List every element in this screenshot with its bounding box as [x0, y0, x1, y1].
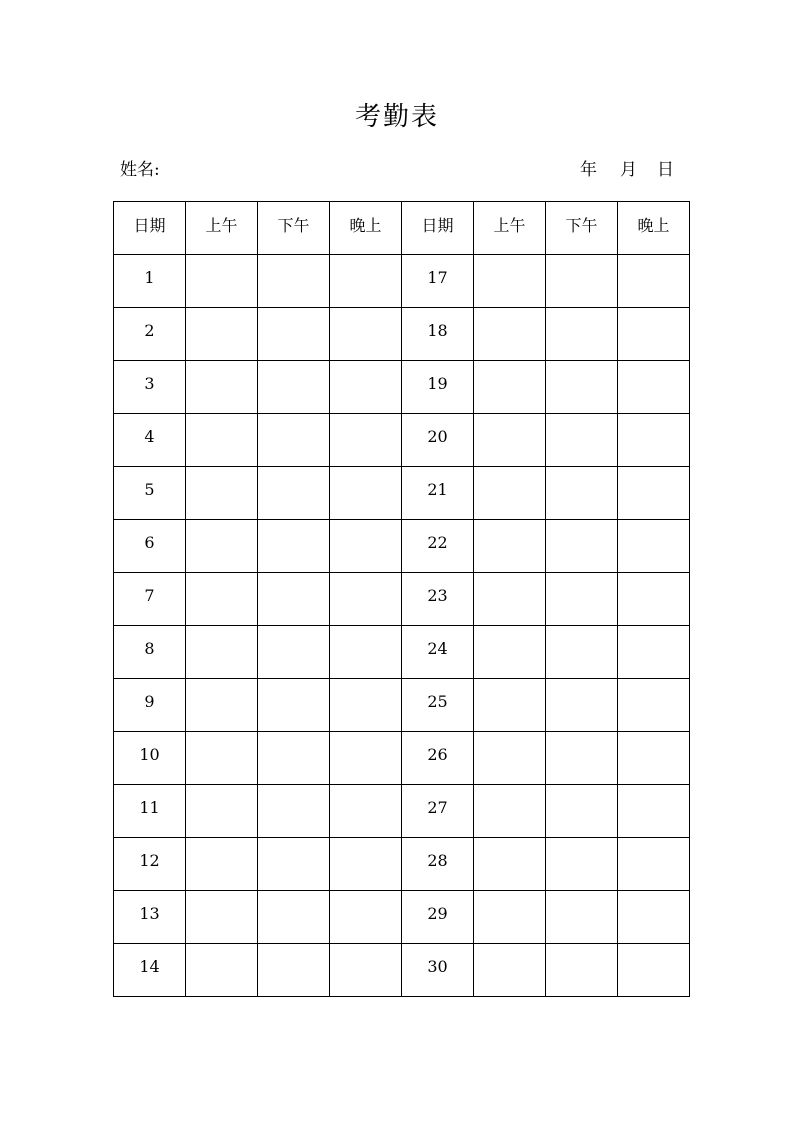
- header-cell-afternoon: 下午: [546, 202, 618, 255]
- date-value: 24: [427, 638, 448, 658]
- evening-cell[interactable]: [618, 732, 690, 785]
- evening-cell[interactable]: [618, 255, 690, 308]
- year-label: 年: [580, 160, 597, 180]
- date-cell: [402, 467, 474, 520]
- evening-cell[interactable]: [330, 361, 402, 414]
- morning-cell[interactable]: [474, 255, 546, 308]
- afternoon-cell[interactable]: [546, 308, 618, 361]
- morning-cell[interactable]: [474, 361, 546, 414]
- date-value: 6: [144, 532, 155, 552]
- evening-cell[interactable]: [330, 255, 402, 308]
- morning-cell[interactable]: [186, 308, 258, 361]
- afternoon-cell[interactable]: [258, 520, 330, 573]
- header-cell-evening: 晚上: [618, 202, 690, 255]
- evening-cell[interactable]: [330, 679, 402, 732]
- date-value: 25: [427, 691, 448, 711]
- evening-cell[interactable]: [330, 732, 402, 785]
- date-value: 19: [427, 373, 448, 393]
- afternoon-cell[interactable]: [258, 838, 330, 891]
- table-row: [114, 308, 690, 361]
- morning-cell[interactable]: [474, 414, 546, 467]
- date-cell: [402, 679, 474, 732]
- afternoon-cell[interactable]: [258, 414, 330, 467]
- morning-cell[interactable]: [186, 255, 258, 308]
- date-value: 17: [427, 267, 448, 287]
- evening-cell[interactable]: [330, 838, 402, 891]
- evening-cell[interactable]: [330, 308, 402, 361]
- morning-cell[interactable]: [186, 414, 258, 467]
- table-row: [114, 414, 690, 467]
- morning-cell[interactable]: [186, 679, 258, 732]
- evening-cell[interactable]: [330, 414, 402, 467]
- morning-cell[interactable]: [186, 732, 258, 785]
- date-cell: [114, 679, 186, 732]
- evening-cell[interactable]: [618, 891, 690, 944]
- evening-cell[interactable]: [330, 467, 402, 520]
- table-row: [114, 732, 690, 785]
- evening-cell[interactable]: [618, 467, 690, 520]
- afternoon-cell[interactable]: [546, 255, 618, 308]
- page-title: 考勤表: [354, 102, 439, 132]
- date-value: 30: [427, 956, 448, 976]
- date-cell: [114, 361, 186, 414]
- evening-cell[interactable]: [618, 520, 690, 573]
- date-value: 14: [139, 956, 160, 976]
- evening-cell[interactable]: [618, 573, 690, 626]
- afternoon-cell[interactable]: [258, 626, 330, 679]
- table-row: [114, 467, 690, 520]
- afternoon-cell[interactable]: [546, 626, 618, 679]
- date-value: 27: [427, 797, 448, 817]
- afternoon-cell[interactable]: [546, 414, 618, 467]
- table-body: [114, 255, 690, 997]
- afternoon-cell[interactable]: [258, 308, 330, 361]
- date-cell: [114, 785, 186, 838]
- date-cell: [114, 414, 186, 467]
- morning-cell[interactable]: [186, 944, 258, 997]
- afternoon-cell[interactable]: [546, 891, 618, 944]
- date-cell: [402, 626, 474, 679]
- date-value: 28: [427, 850, 448, 870]
- evening-cell[interactable]: [618, 679, 690, 732]
- date-cell: [402, 361, 474, 414]
- afternoon-cell[interactable]: [546, 573, 618, 626]
- evening-cell[interactable]: [330, 944, 402, 997]
- evening-cell[interactable]: [618, 785, 690, 838]
- evening-cell[interactable]: [330, 573, 402, 626]
- date-value: 7: [144, 585, 155, 605]
- morning-cell[interactable]: [474, 838, 546, 891]
- table-row: [114, 361, 690, 414]
- date-cell: [114, 944, 186, 997]
- evening-cell[interactable]: [618, 308, 690, 361]
- date-cell: [114, 891, 186, 944]
- date-value: 3: [144, 373, 155, 393]
- month-label: 月: [620, 160, 637, 180]
- name-label: 姓名:: [120, 160, 160, 180]
- date-cell: [114, 626, 186, 679]
- date-cell: [402, 891, 474, 944]
- header-cell-morning: 上午: [474, 202, 546, 255]
- table-row: [114, 255, 690, 308]
- date-value: 1: [144, 267, 155, 287]
- date-cell: [114, 467, 186, 520]
- date-value: 29: [427, 903, 448, 923]
- table-row: [114, 785, 690, 838]
- evening-cell[interactable]: [330, 626, 402, 679]
- date-value: 12: [139, 850, 160, 870]
- date-value: 9: [144, 691, 155, 711]
- morning-cell[interactable]: [474, 785, 546, 838]
- afternoon-cell[interactable]: [546, 361, 618, 414]
- date-value: 26: [427, 744, 448, 764]
- afternoon-cell[interactable]: [258, 732, 330, 785]
- date-value: 5: [144, 479, 155, 499]
- table-row: [114, 838, 690, 891]
- date-cell: [402, 573, 474, 626]
- date-cell: [402, 414, 474, 467]
- date-value: 13: [139, 903, 160, 923]
- afternoon-cell[interactable]: [258, 467, 330, 520]
- afternoon-cell[interactable]: [546, 838, 618, 891]
- afternoon-cell[interactable]: [258, 679, 330, 732]
- date-cell: [402, 838, 474, 891]
- morning-cell[interactable]: [474, 944, 546, 997]
- afternoon-cell[interactable]: [546, 944, 618, 997]
- evening-cell[interactable]: [618, 944, 690, 997]
- date-value: 21: [427, 479, 448, 499]
- morning-cell[interactable]: [474, 626, 546, 679]
- date-cell: [114, 255, 186, 308]
- date-cell: [402, 308, 474, 361]
- attendance-table: [113, 201, 690, 997]
- table-row: [114, 573, 690, 626]
- table-row: [114, 626, 690, 679]
- afternoon-cell[interactable]: [546, 732, 618, 785]
- date-cell: [402, 520, 474, 573]
- date-cell: [402, 732, 474, 785]
- morning-cell[interactable]: [186, 838, 258, 891]
- evening-cell[interactable]: [618, 626, 690, 679]
- table-row: [114, 679, 690, 732]
- morning-cell[interactable]: [474, 308, 546, 361]
- afternoon-cell[interactable]: [546, 467, 618, 520]
- evening-cell[interactable]: [618, 361, 690, 414]
- afternoon-cell[interactable]: [258, 361, 330, 414]
- evening-cell[interactable]: [330, 891, 402, 944]
- date-cell: [114, 838, 186, 891]
- afternoon-cell[interactable]: [546, 520, 618, 573]
- morning-cell[interactable]: [474, 732, 546, 785]
- date-cell: [402, 785, 474, 838]
- header-cell-evening: 晚上: [330, 202, 402, 255]
- date-value: 10: [139, 744, 160, 764]
- afternoon-cell[interactable]: [258, 255, 330, 308]
- date-value: 8: [144, 638, 155, 658]
- morning-cell[interactable]: [474, 573, 546, 626]
- afternoon-cell[interactable]: [258, 944, 330, 997]
- morning-cell[interactable]: [186, 361, 258, 414]
- header-cell-morning: 上午: [186, 202, 258, 255]
- afternoon-cell[interactable]: [546, 679, 618, 732]
- evening-cell[interactable]: [618, 414, 690, 467]
- header-cell-date: 日期: [402, 202, 474, 255]
- date-value: 20: [427, 426, 448, 446]
- table-row: [114, 891, 690, 944]
- morning-cell[interactable]: [474, 891, 546, 944]
- morning-cell[interactable]: [474, 679, 546, 732]
- evening-cell[interactable]: [330, 785, 402, 838]
- date-value: 23: [427, 585, 448, 605]
- morning-cell[interactable]: [186, 891, 258, 944]
- date-cell: [114, 520, 186, 573]
- date-cell: [402, 255, 474, 308]
- date-value: 4: [144, 426, 155, 446]
- evening-cell[interactable]: [330, 520, 402, 573]
- afternoon-cell[interactable]: [258, 891, 330, 944]
- afternoon-cell[interactable]: [258, 573, 330, 626]
- day-label: 日: [657, 160, 674, 180]
- date-cell: [402, 944, 474, 997]
- morning-cell[interactable]: [186, 520, 258, 573]
- header-cell-afternoon: 下午: [258, 202, 330, 255]
- date-value: 11: [139, 797, 160, 817]
- morning-cell[interactable]: [186, 626, 258, 679]
- date-cell: [114, 573, 186, 626]
- date-value: 18: [427, 320, 448, 340]
- table-row: [114, 944, 690, 997]
- header-cell-date: 日期: [114, 202, 186, 255]
- table-row: [114, 520, 690, 573]
- morning-cell[interactable]: [186, 785, 258, 838]
- evening-cell[interactable]: [618, 838, 690, 891]
- morning-cell[interactable]: [474, 520, 546, 573]
- afternoon-cell[interactable]: [546, 785, 618, 838]
- morning-cell[interactable]: [186, 467, 258, 520]
- morning-cell[interactable]: [474, 467, 546, 520]
- table-header-row: [114, 202, 690, 255]
- date-value: 22: [427, 532, 448, 552]
- date-cell: [114, 732, 186, 785]
- morning-cell[interactable]: [186, 573, 258, 626]
- date-value: 2: [144, 320, 155, 340]
- date-cell: [114, 308, 186, 361]
- afternoon-cell[interactable]: [258, 785, 330, 838]
